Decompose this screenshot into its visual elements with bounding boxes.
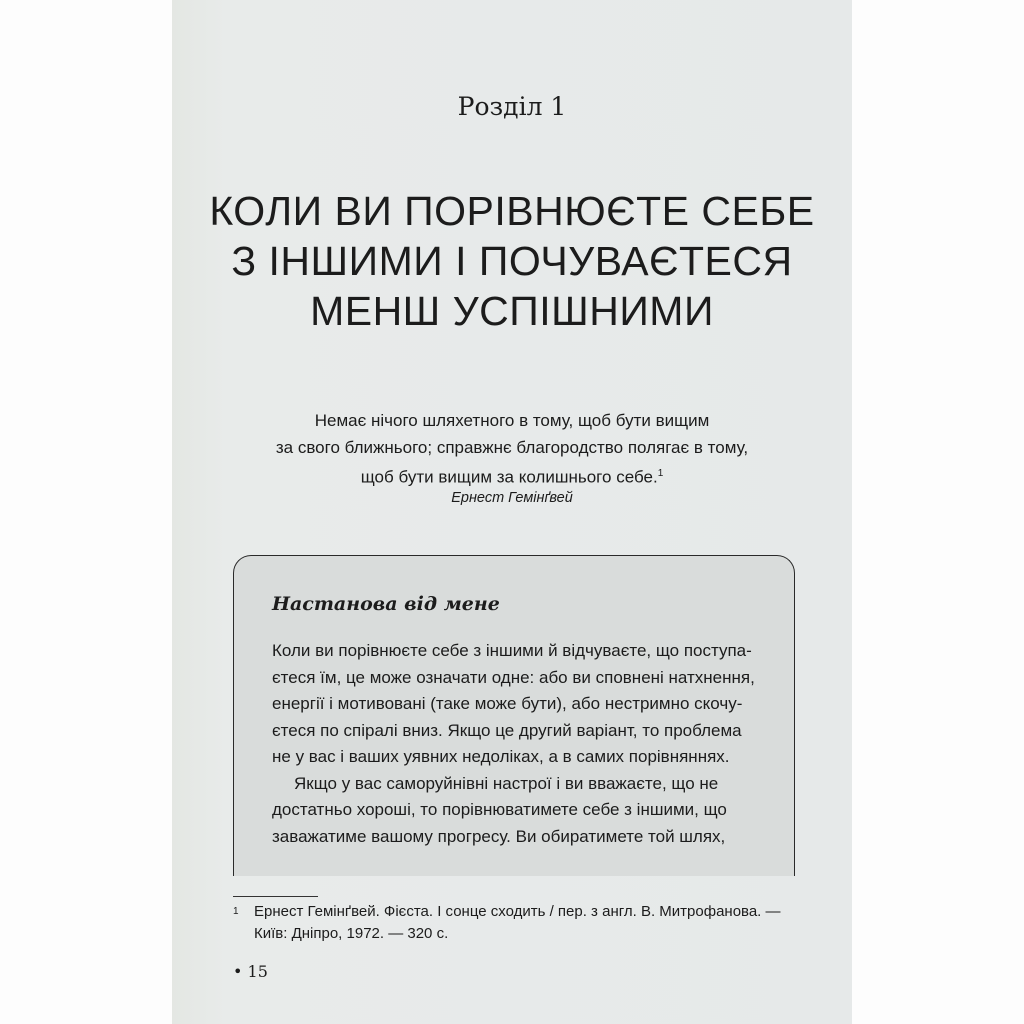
footnote-line: Ернест Гемінґвей. Фієста. І сонце сходить / пер. з англ. В. Митрофанова. — xyxy=(254,903,781,920)
advice-box xyxy=(233,555,795,876)
box-line: енергії і мотивовані (таке може бути), або нестримно скочу- xyxy=(272,694,743,713)
epigraph-line: щоб бути вищим за колишнього себе. xyxy=(360,467,658,487)
title-line: З ІНШИМИ І ПОЧУВАЄТЕСЯ xyxy=(231,238,793,284)
book-page xyxy=(172,0,852,1024)
epigraph-line: Немає нічого шляхетного в тому, щоб бути вищим xyxy=(314,411,710,430)
footnote-mark: 1 xyxy=(233,906,239,917)
box-line: не у вас і ваших уявних недоліках, а в самих порівняннях. xyxy=(272,747,730,766)
footnote-ref: 1 xyxy=(657,468,664,479)
box-line: єтеся їм, це може означати одне: або ви сповнені натхнення, xyxy=(272,667,755,687)
chapter-title xyxy=(172,186,852,336)
epigraph xyxy=(172,408,852,491)
title-line: КОЛИ ВИ ПОРІВНЮЄТЕ СЕБЕ xyxy=(209,188,815,234)
box-line: достатньо хороші, то порівнюватимете себе з іншими, що xyxy=(272,800,727,819)
footnote xyxy=(233,901,781,945)
footnote-line: Київ: Дніпро, 1972. — 320 с. xyxy=(254,925,449,942)
chapter-label: Розділ 1 xyxy=(457,92,567,121)
box-line: Якщо у вас саморуйнівні настрої і ви вважаєте, що не xyxy=(294,773,719,793)
box-body xyxy=(272,638,762,850)
box-line: Коли ви порівнюєте себе з іншими й відчуваєте, що поступа- xyxy=(272,641,752,660)
box-line: заважатиме вашому прогресу. Ви обиратимете той шлях, xyxy=(272,826,726,846)
epigraph-author: Ернест Гемінґвей xyxy=(451,490,573,506)
box-title: Настанова від мене xyxy=(272,593,500,615)
footnote-divider xyxy=(233,896,318,897)
epigraph-line: за свого ближнього; справжнє благородство полягає в тому, xyxy=(275,437,749,457)
box-line: єтеся по спіралі вниз. Якщо це другий варіант, то проблема xyxy=(272,720,742,740)
page-number: • 15 xyxy=(233,962,268,981)
title-line: МЕНШ УСПІШНИМИ xyxy=(310,288,714,334)
